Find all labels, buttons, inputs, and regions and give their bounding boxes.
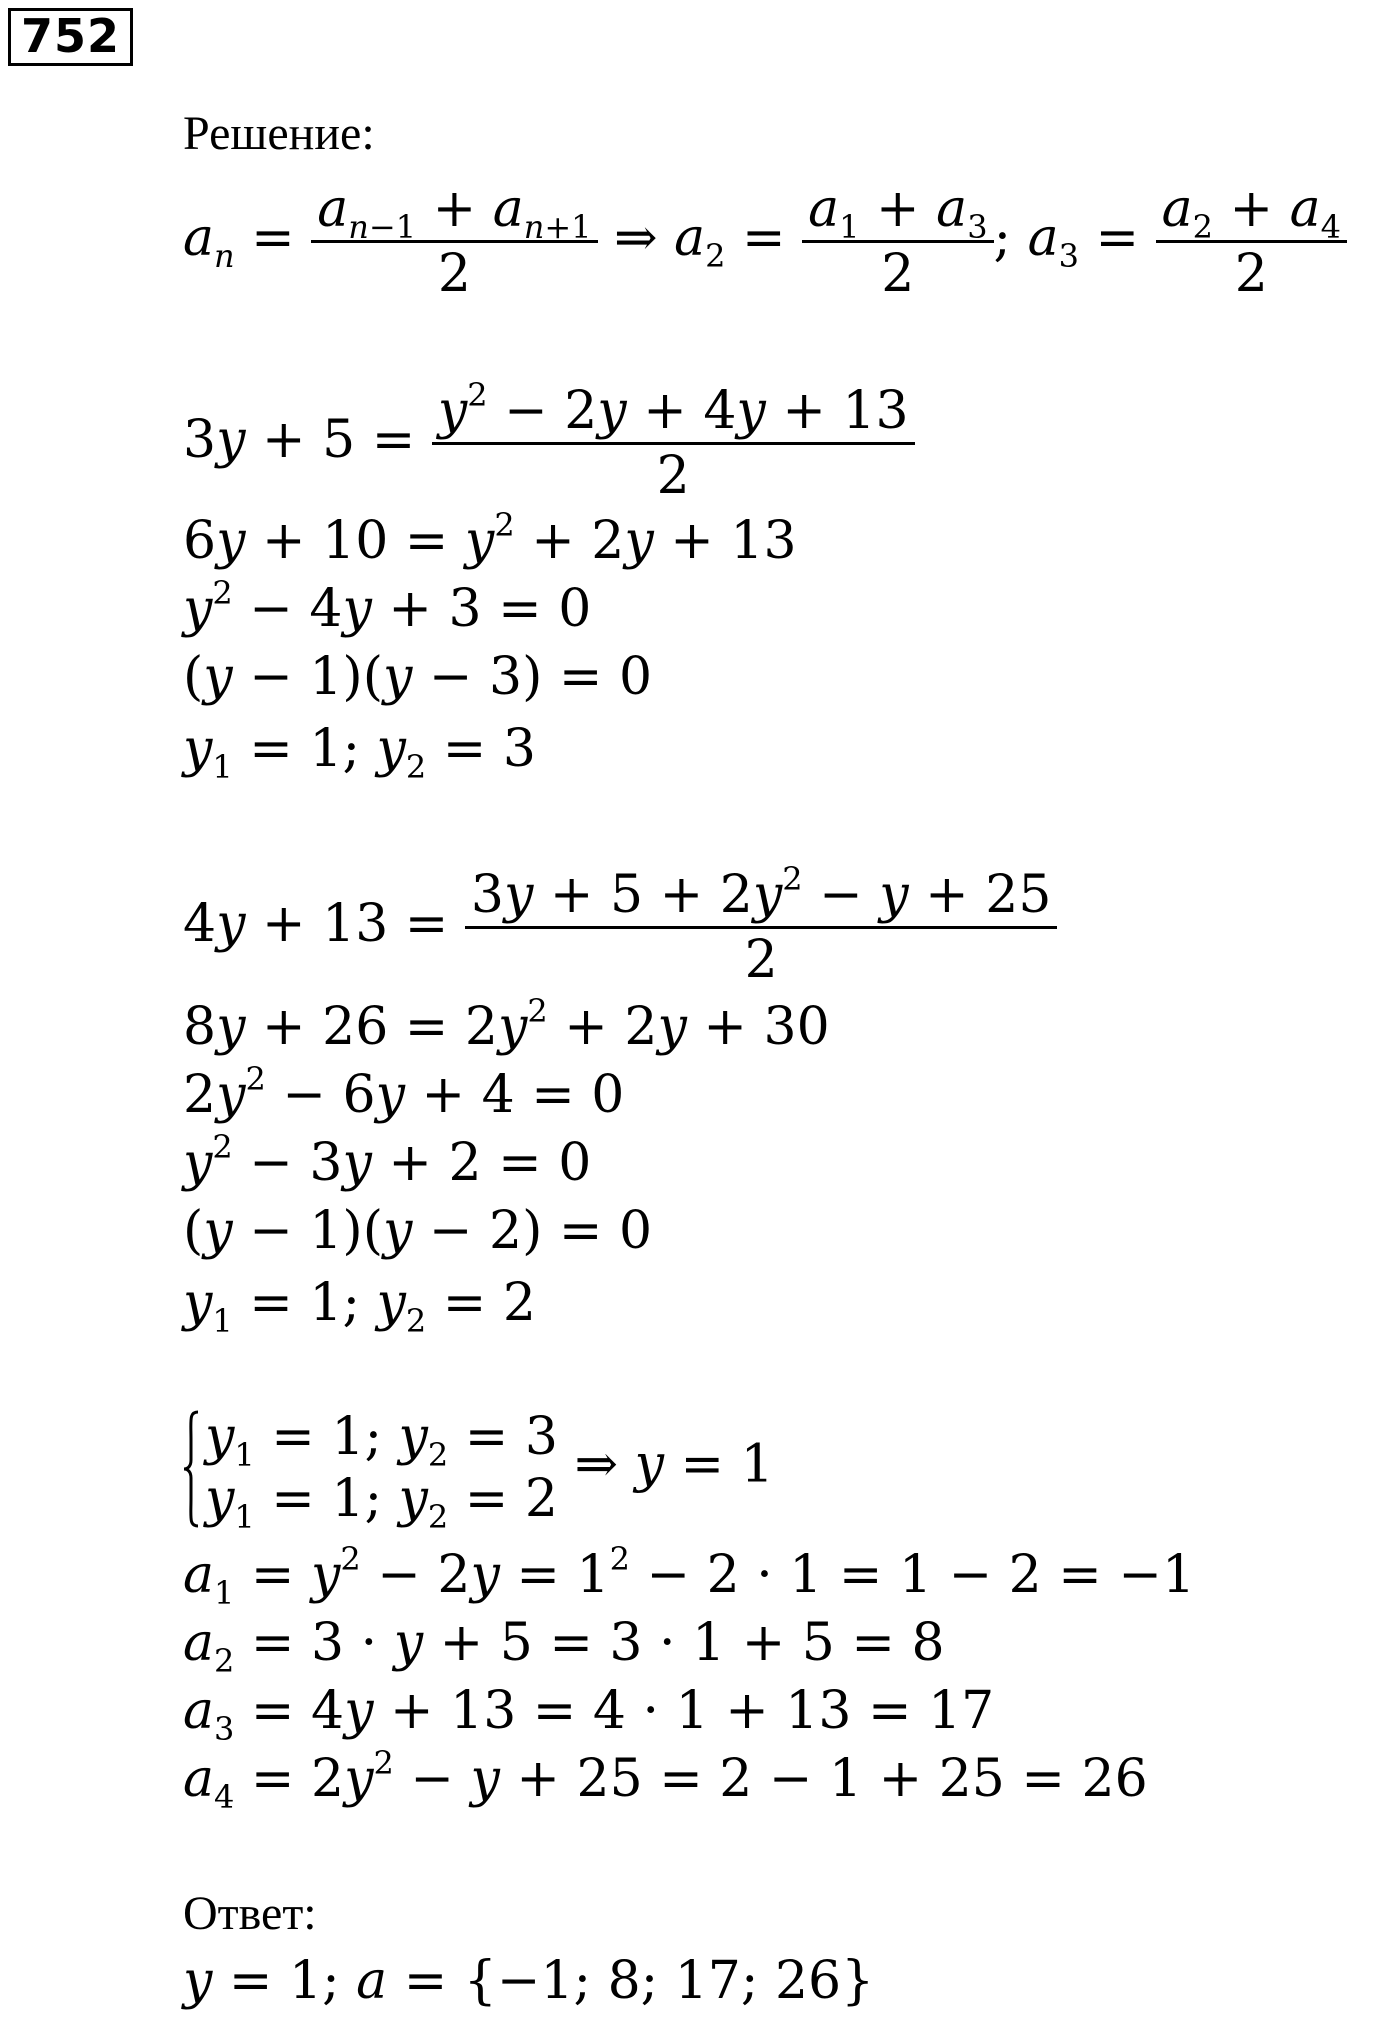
answer-label: Ответ: — [183, 1887, 317, 1940]
equation-line: (y − 1)(y − 3) = 0 — [183, 647, 653, 707]
equation-1: 3y + 5 = $\frac{y^2 - 2y + 4y + 13}{2}$ — [183, 380, 915, 507]
system-of-solutions: $y_1 = 1$; $y_2 = 3$ $y_1 = 1$; $y_2 = 2$ ⇒ y = 1 — [183, 1406, 774, 1530]
term-a4: $a_4 = 2y^2 - y + 25 = 2 - 1 + 25 = 26$ — [183, 1744, 1148, 1816]
equation-line: $y^2 - 4y + 3 = 0$ — [183, 574, 592, 639]
term-a3: $a_3 = 4y + 13 = 4 \cdot 1 + 13 = 17$ — [183, 1681, 995, 1748]
equation-line: (y − 1)(y − 2) = 0 — [183, 1201, 653, 1261]
equation-line: $8y + 26 = 2y^2 + 2y + 30$ — [183, 992, 830, 1057]
term-a2: $a_2 = 3 \cdot y + 5 = 3 \cdot 1 + 5 = 8$ — [183, 1613, 945, 1680]
problem-number: 752 — [8, 8, 133, 66]
equation-2: 4y + 13 = $\frac{3y + 5 + 2y^2 - y + 25}{2}$ — [183, 864, 1057, 991]
equation-line: $6y + 10 = y^2 + 2y + 13$ — [183, 506, 797, 571]
solution-label: Решение: — [183, 107, 375, 160]
equation-line: $y_1 = 1$; $y_2 = 3$ — [183, 719, 536, 786]
formula-recurrence: $a_n$ = $\frac{a_{n-1} + a_{n+1}}{2}$ ⇒ $a_2$ = $\frac{a_1 + a_3}{2}$ ; $a_3$ = $\frac{a_2 + a_4}{2}$ — [183, 178, 1347, 305]
term-a1: $a_1 = y^2 - 2y = 1^2 - 2 \cdot 1 = 1 - 2 = -1$ — [183, 1540, 1196, 1612]
brace-icon — [183, 1410, 199, 1528]
answer-value: y = 1; a = {−1; 8; 17; 26} — [183, 1951, 875, 2011]
equation-line: $2y^2 - 6y + 4 = 0$ — [183, 1060, 625, 1125]
equation-line: $y^2 - 3y + 2 = 0$ — [183, 1128, 592, 1193]
equation-line: $y_1 = 1$; $y_2 = 2$ — [183, 1273, 536, 1340]
